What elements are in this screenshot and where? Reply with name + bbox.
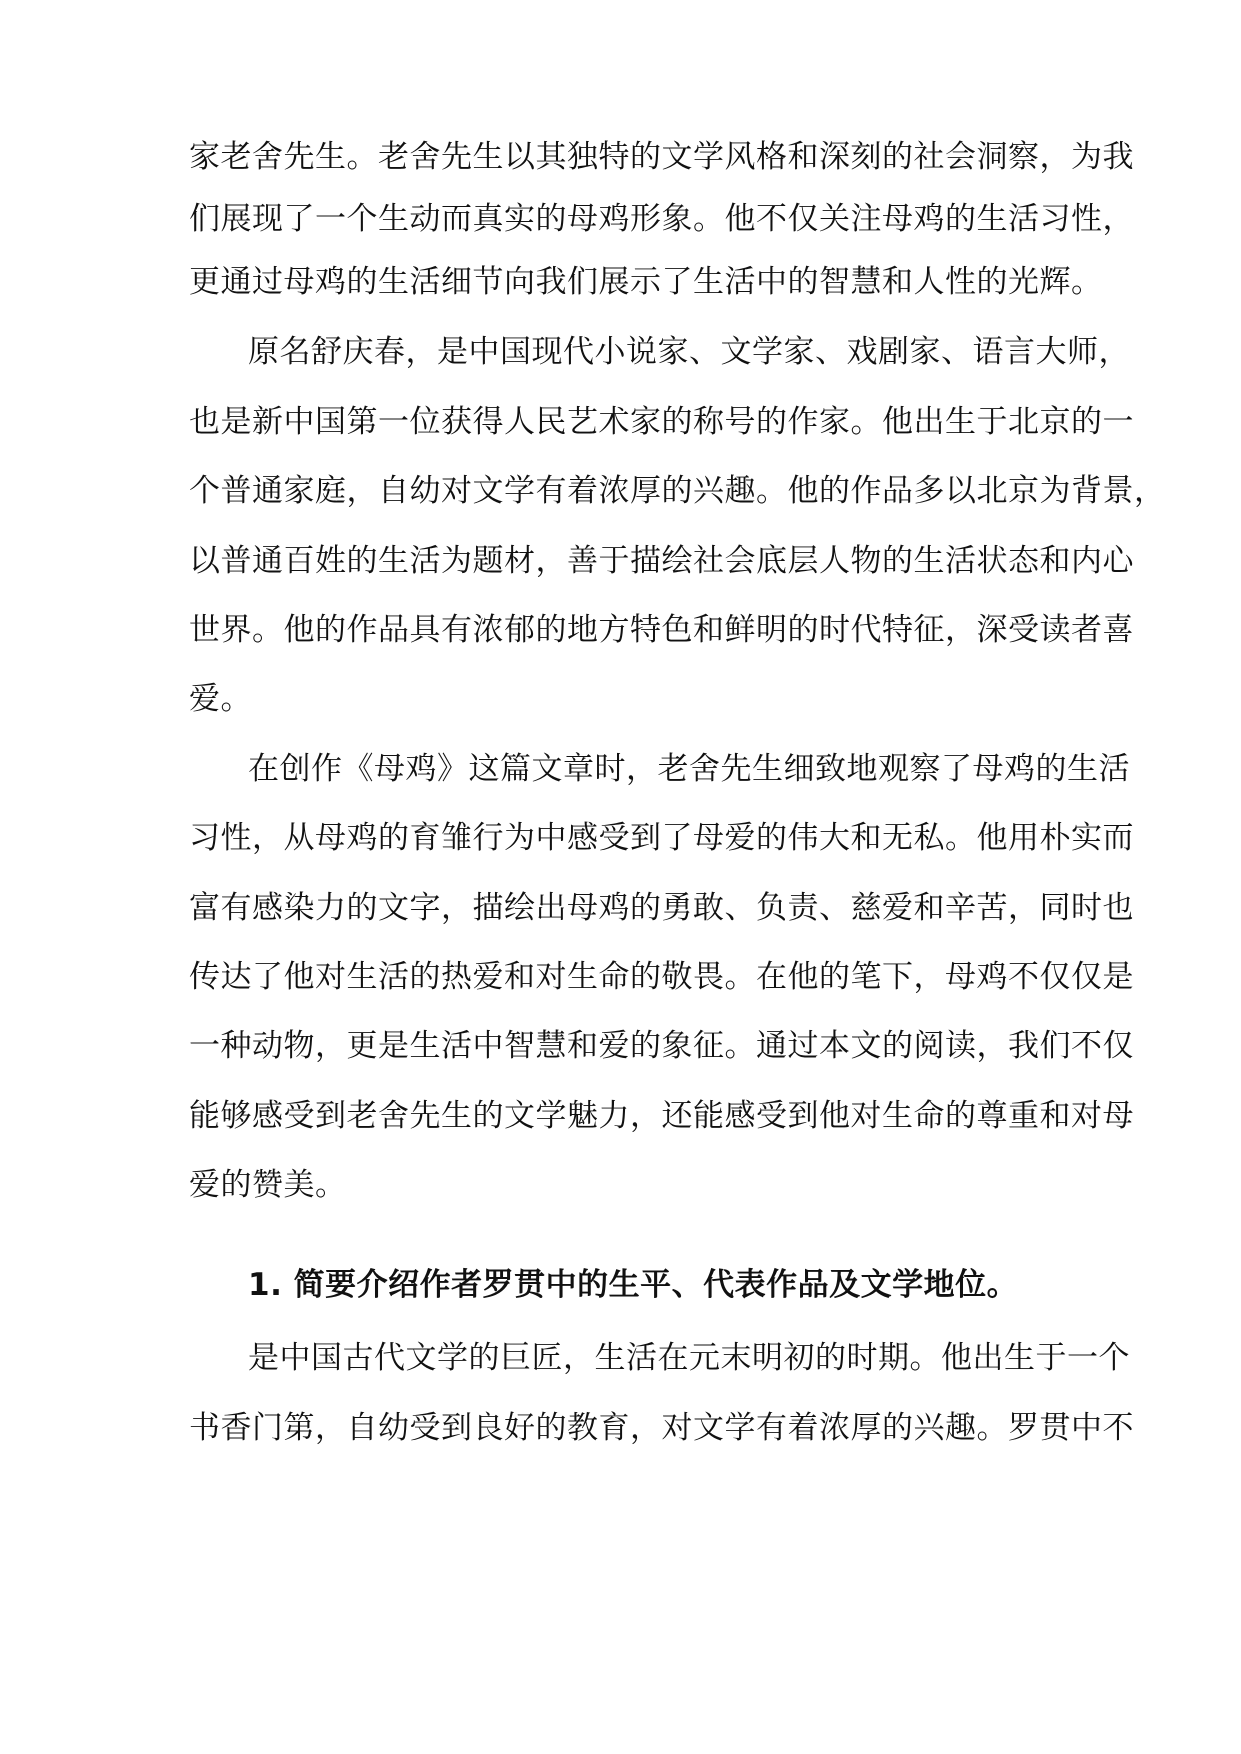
paragraph-2-line-4: 以普通百姓的生活为题材，善于描绘社会底层人物的生活状态和内心 — [189, 543, 1134, 579]
paragraph-3-line-1: 在创作《母鸡》这篇文章时，老舍先生细致地观察了母鸡的生活 — [248, 751, 1130, 787]
paragraph-2-line-1: 原名舒庆春，是中国现代小说家、文学家、戏剧家、语言大师， — [248, 334, 1130, 370]
paragraph-3-line-6: 能够感受到老舍先生的文学魅力，还能感受到他对生命的尊重和对母 — [189, 1098, 1134, 1134]
paragraph-2-line-2: 也是新中国第一位获得人民艺术家的称号的作家。他出生于北京的一 — [189, 404, 1134, 440]
paragraph-3-line-3: 富有感染力的文字，描绘出母鸡的勇敢、负责、慈爱和辛苦，同时也 — [189, 890, 1134, 926]
paragraph-3-line-5: 一种动物，更是生活中智慧和爱的象征。通过本文的阅读，我们不仅 — [189, 1028, 1134, 1064]
paragraph-2-line-3: 个普通家庭，自幼对文学有着浓厚的兴趣。他的作品多以北京为背景， — [189, 473, 1166, 509]
paragraph-2-line-6: 爱。 — [189, 681, 252, 717]
paragraph-1-line-1: 家老舍先生。老舍先生以其独特的文学风格和深刻的社会洞察，为我 — [189, 139, 1134, 175]
paragraph-3-line-4: 传达了他对生活的热爱和对生命的敬畏。在他的笔下，母鸡不仅仅是 — [189, 959, 1134, 995]
paragraph-3-line-2: 习性，从母鸡的育雏行为中感受到了母爱的伟大和无私。他用朴实而 — [189, 820, 1134, 856]
paragraph-3-line-7: 爱的赞美。 — [189, 1167, 347, 1203]
paragraph-1-line-3: 更通过母鸡的生活细节向我们展示了生活中的智慧和人性的光辉。 — [189, 264, 1103, 300]
paragraph-2-line-5: 世界。他的作品具有浓郁的地方特色和鲜明的时代特征，深受读者喜 — [189, 612, 1134, 648]
section-heading: 1. 简要介绍作者罗贯中的生平、代表作品及文学地位。 — [248, 1267, 1019, 1303]
paragraph-1-line-2: 们展现了一个生动而真实的母鸡形象。他不仅关注母鸡的生活习性， — [189, 201, 1134, 237]
paragraph-4-line-2: 书香门第，自幼受到良好的教育，对文学有着浓厚的兴趣。罗贯中不 — [189, 1410, 1134, 1446]
paragraph-4-line-1: 是中国古代文学的巨匠，生活在元末明初的时期。他出生于一个 — [248, 1340, 1130, 1376]
